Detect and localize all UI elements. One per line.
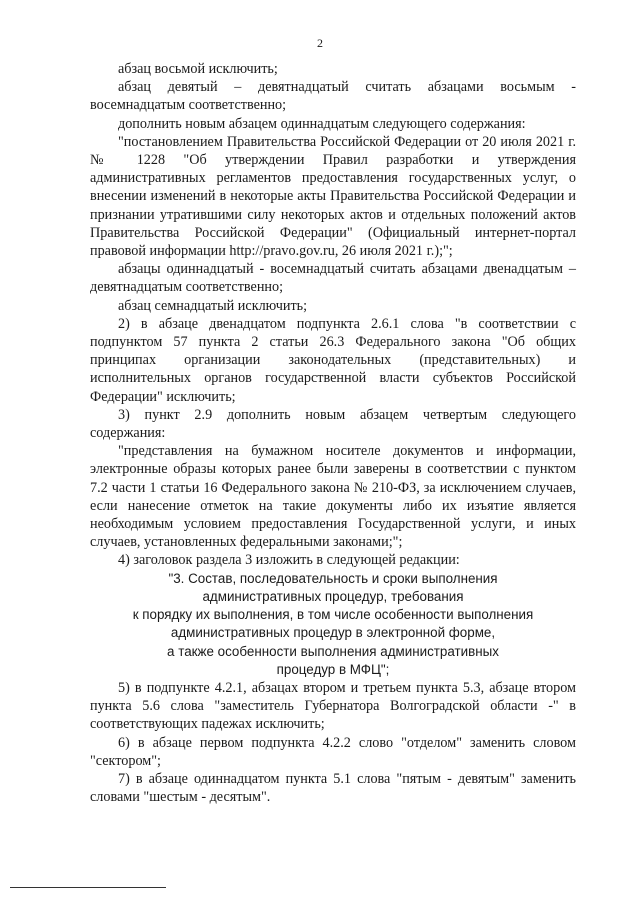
heading-line: к порядку их выполнения, в том числе особенности выполнения [132,607,534,623]
paragraph: 3) пункт 2.9 дополнить новым абзацем четвертым следующего содержания: [90,406,576,442]
heading-line: а также особенности выполнения административных [167,643,499,659]
heading-line: административных процедур в электронной форме, [170,625,496,641]
paragraph: 2) в абзаце двенадцатом подпункта 2.6.1 слова "в соответствии с подпунктом 57 пункта 2 статьи 26.3 Федерального закона "Об общих принципах организации законодательных (представительных) и исполнительных органов государственной власти субъектов Российской Федерации" исключить; [90,315,576,405]
paragraph: абзац восьмой исключить; [118,61,278,77]
paragraph: 4) заголовок раздела 3 изложить в следующей редакции: [118,552,460,569]
paragraph: абзацы одиннадцатый - восемнадцатый считать абзацами двенадцатым – девятнадцатым соответственно; [90,261,576,296]
paragraph: дополнить новым абзацем одиннадцатым следующего содержания: [118,115,526,132]
section-heading [90,570,576,679]
paragraph: 7) в абзаце одиннадцатом пункта 5.1 слова "пятым - девятым" заменить словами "шестым - десятым". [90,770,576,806]
paragraph: абзац девятый – девятнадцатый считать абзацами восьмым - восемнадцатым соответственно; [90,79,576,114]
heading-line: "3. Состав, последовательность и сроки выполнения [168,570,498,586]
document-body [90,60,576,806]
page-number: 2 [317,36,323,50]
quoted-paragraph: "представления на бумажном носителе документов и информации, электронные образы которых ранее были заверены в соответствии с пунктом 7.2 части 1 статьи 16 Федерального закона № 210-ФЗ, за исключением случаев, если нанесение отметок на такие документы либо их изъятие является необходимым условием предоставления Государственной услуги, и иных случаев, установленных федеральными законами;"; [90,443,576,551]
footer-divider [10,887,166,888]
paragraph: абзац семнадцатый исключить; [118,297,308,314]
quoted-paragraph: "постановлением Правительства Российской Федерации от 20 июля 2021 г. № 1228 "Об утверждении Правил разработки и утверждения административных регламентов предоставления государственных услуг, о внесении изменений в некоторые акты Правительства Российской Федерации и признании утратившими силу некоторых актов и отдельных положений актов Правительства Российской Федерации" (Официальный интернет-портал правовой информации http://pravo.gov.ru, 26 июля 2021 г.);"; [90,133,576,260]
paragraph: 6) в абзаце первом подпункта 4.2.2 слово "отделом" заменить словом "сектором"; [90,734,576,769]
heading-line: административных процедур, требования [202,588,464,604]
heading-line: процедур в МФЦ"; [276,661,390,677]
paragraph: 5) в подпункте 4.2.1, абзацах втором и третьем пункта 5.3, абзаце втором пункта 5.6 слова "заместитель Губернатора Волгоградской области -" в соответствующих падежах исключить; [90,679,576,733]
